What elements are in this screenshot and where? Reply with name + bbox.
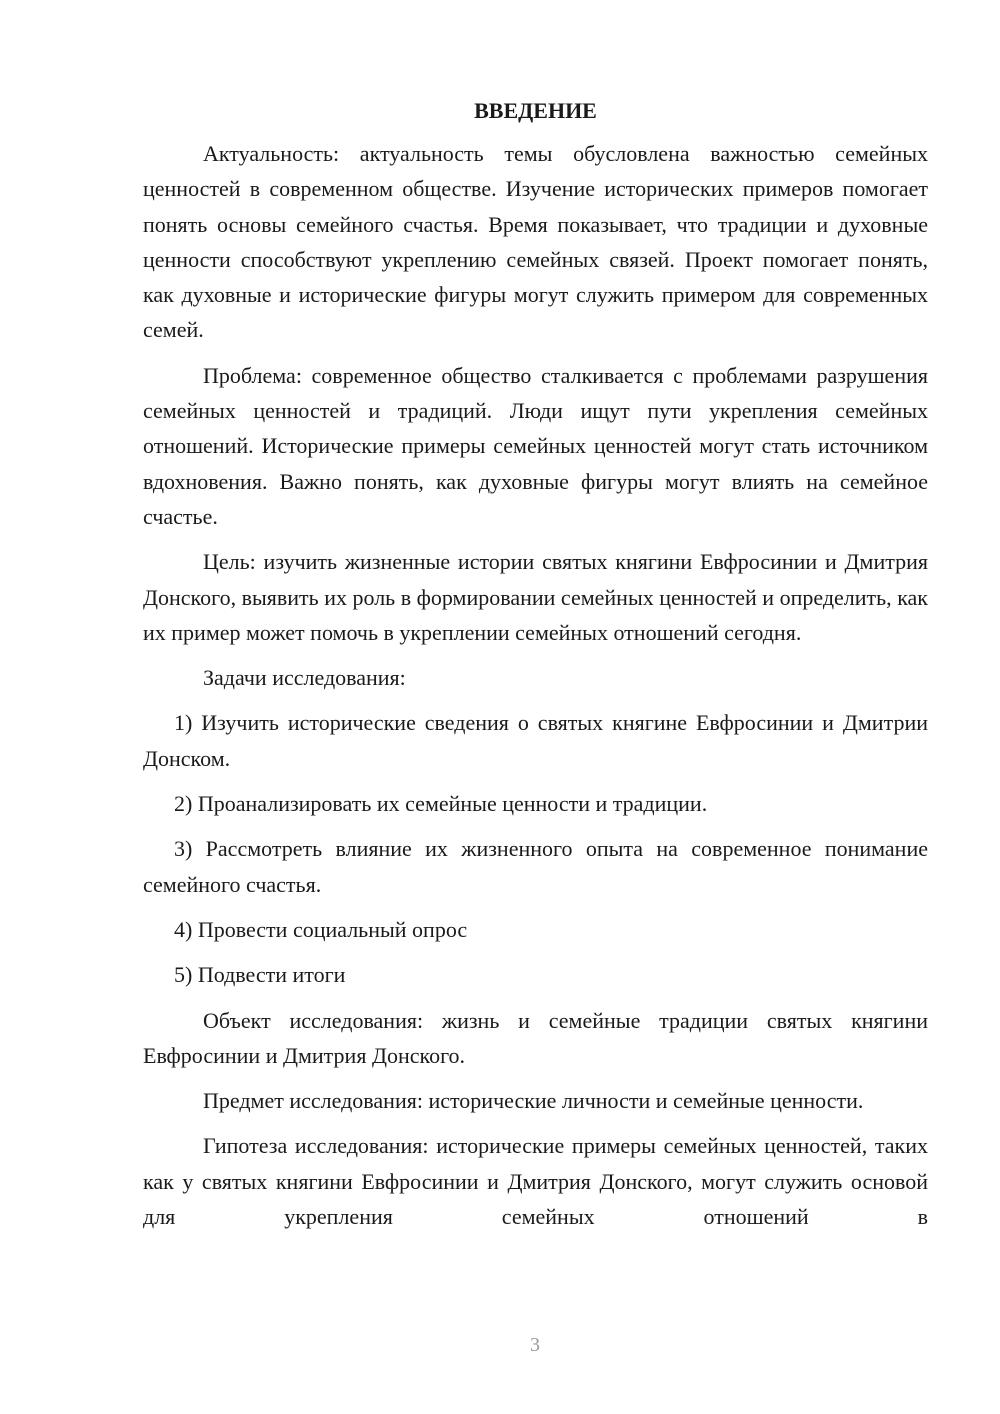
research-subject-paragraph: Предмет исследования: исторические личности и семейные ценности. [203,1088,864,1114]
page-body [143,96,928,1234]
hypothesis-paragraph: Гипотеза исследования: исторические примеры семейных ценностей, таких как у святых княгини Евфросинии и Дмитрия Донского, могут служить основой для укрепления семейных отношений в [143,1133,928,1230]
research-object-paragraph: Объект исследования: жизнь и семейные традиции святых княгини Евфросинии и Дмитрия Донского. [143,1007,928,1068]
tasks-heading: Задачи исследования: [203,665,406,691]
relevance-paragraph: Актуальность: актуальность темы обусловлена важностью семейных ценностей в современном обществе. Изучение исторических примеров помогает понять основы семейного счастья. Время показывает, что традиции и духовные ценности способствуют укреплению семейных связей. Проект помогает понять, как духовные и исторические фигуры могут служить примером для современных семей. [143,141,928,343]
task-item: 4) Провести социальный опрос [174,916,468,942]
task-item: 2) Проанализировать их семейные ценности и традиции. [174,791,708,817]
task-item: 5) Подвести итоги [174,962,346,988]
task-item: 1) Изучить исторические сведения о святых княгине Евфросинии и Дмитрии Донском. [143,710,928,771]
problem-paragraph: Проблема: современное общество сталкивается с проблемами разрушения семейных ценностей и традиций. Люди ищут пути укрепления семейных отношений. Исторические примеры семейных ценностей могут стать источником вдохновения. Важно понять, как духовные фигуры могут влиять на семейное счастье. [143,362,928,529]
section-title: ВВЕДЕНИЕ [474,98,597,123]
page-number: 3 [530,1334,540,1356]
goal-paragraph: Цель: изучить жизненные истории святых княгини Евфросинии и Дмитрия Донского, выявить их роль в формировании семейных ценностей и определить, как их пример может помочь в укреплении семейных отношений сегодня. [143,549,928,645]
task-item: 3) Рассмотреть влияние их жизненного опыта на современное понимание семейного счастья. [143,836,928,897]
